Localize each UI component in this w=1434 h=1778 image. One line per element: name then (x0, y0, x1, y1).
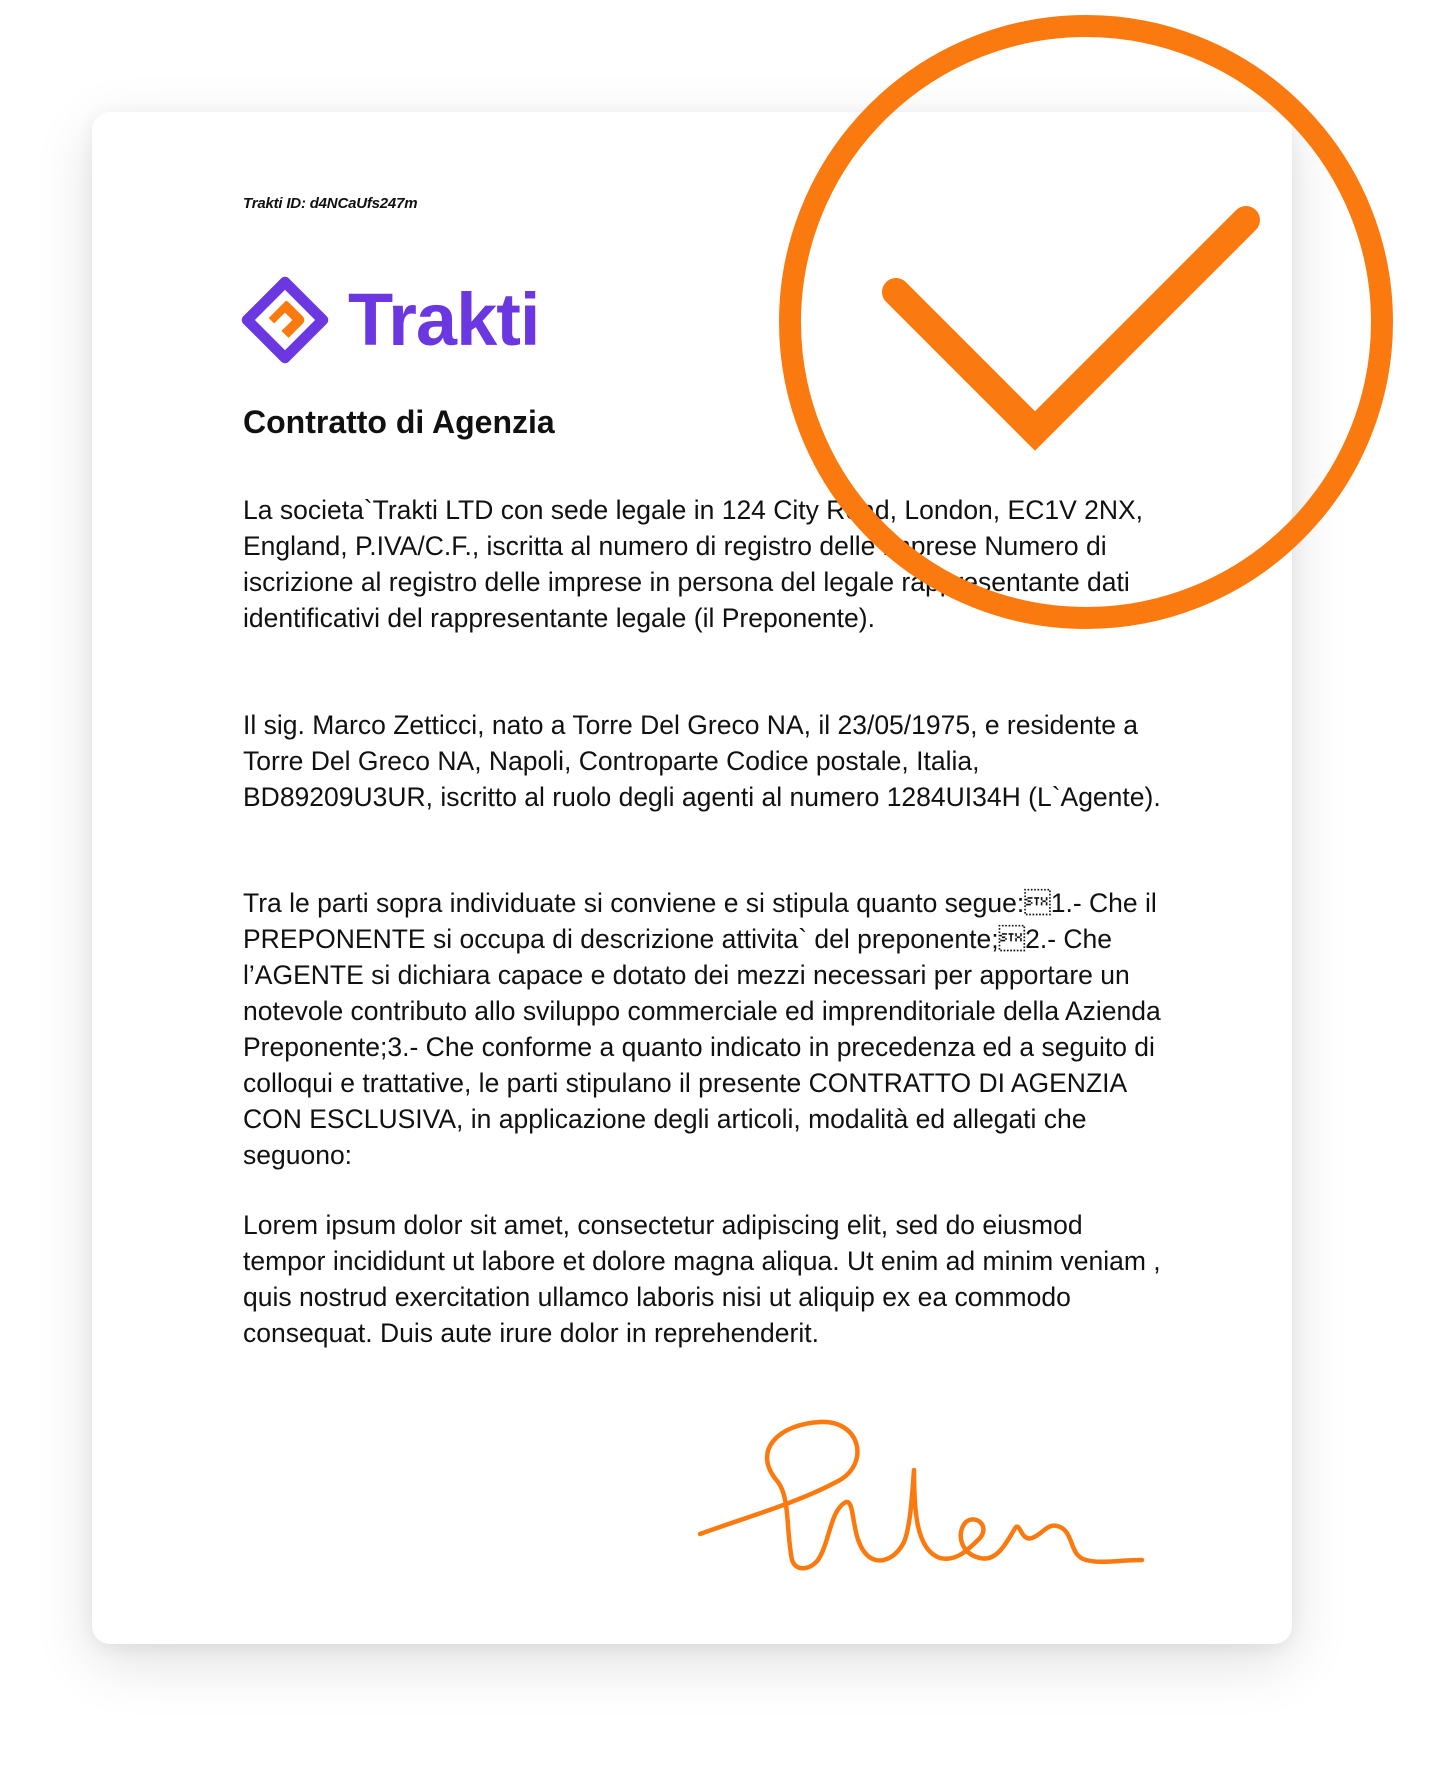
trakti-logo-icon (240, 275, 330, 365)
trakti-id-label: Trakti ID: d4NCaUfs247m (243, 195, 418, 212)
paragraph-premesse: Tra le parti sopra individuate si conviene e si stipula quanto segue:1.- Che il PREPONENTE si occupa di descrizione attivita` del preponente;2.- Che l’AGENTE si dichiara capace e dotato dei mezzi necessari per apportare un notevole contributo allo sviluppo commerciale ed imprenditoriale della Azienda Preponente;3.- Che conforme a quanto indicato in precedenza ed a seguito di colloqui e trattative, le parti stipulano il presente CONTRATTO DI AGENZIA CON ESCLUSIVA, in applicazione degli articoli, modalità ed allegati che seguono: (243, 888, 1161, 1170)
checkmark-circle-icon (744, 0, 1394, 650)
trakti-logo-text: Trakti (348, 278, 540, 361)
paragraph-lorem: Lorem ipsum dolor sit amet, consectetur adipiscing elit, sed do eiusmod tempor incididunt ut labore et dolore magna aliqua. Ut enim ad minim veniam , quis nostrud exercitation ullamco laboris nisi ut aliquip ex ea commodo consequat. Duis aute irure dolor in reprehenderit. (243, 1210, 1161, 1348)
trakti-logo (240, 272, 539, 368)
paragraph-preponente: La societa`Trakti LTD con sede legale in 124 City Road, London, EC1V 2NX, England, P.IVA/C.F., iscritta al numero di registro delle imprese Numero di iscrizione al registro delle imprese in persona del legale rappresentante dati identificativi del rappresentante legale (il Preponente). (243, 495, 1144, 633)
handwritten-signature (690, 1410, 1150, 1580)
document-title: Contratto di Agenzia (243, 404, 555, 440)
paragraph-agente: Il sig. Marco Zetticci, nato a Torre Del Greco NA, il 23/05/1975, e residente a Torre Del Greco NA, Napoli, Controparte Codice postale, Italia, BD89209U3UR, iscritto al ruolo degli agenti al numero 1284UI34H (L`Agente). (243, 710, 1161, 812)
